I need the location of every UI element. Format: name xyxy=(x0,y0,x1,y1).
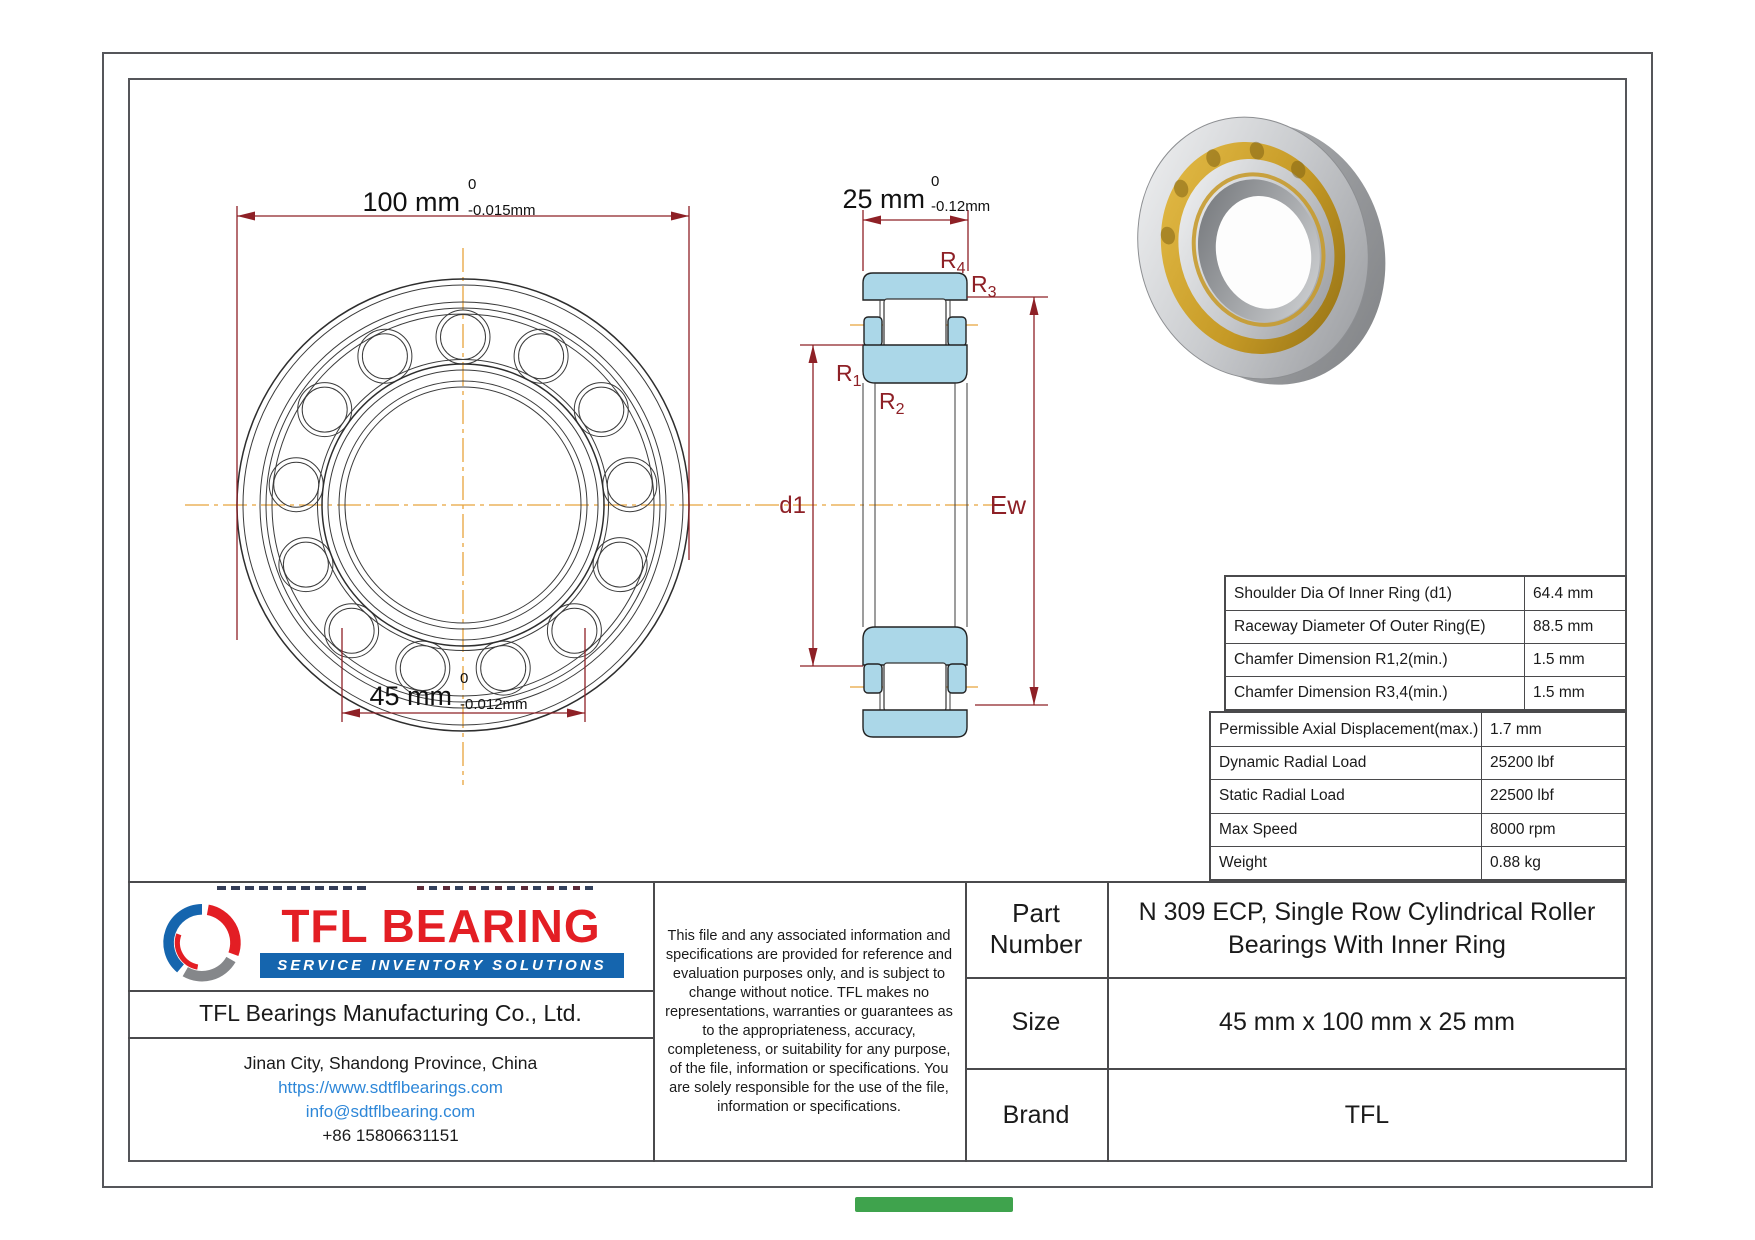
dim-bore-value: 45 mm xyxy=(369,681,452,711)
table-row: Max Speed 8000 rpm xyxy=(1211,813,1625,846)
table-row: Chamfer Dimension R3,4(min.) 1.5 mm xyxy=(1226,676,1625,709)
disclaimer-text: This file and any associated information and specifications are provided for reference and evaluation purposes only, and is subject to change without notice. TFL makes no representations, warranties or guarantees as to the appropriateness, accuracy, completeness, or suitability for any purpose, of the file, information or specifications. You are solely responsible for the use of the file, information or specifications. xyxy=(665,927,953,1115)
label-r1: $R_1$ xyxy=(836,360,862,390)
dim-od-tol-upper: 0 xyxy=(468,176,477,193)
company-name: TFL Bearings Manufacturing Co., Ltd. xyxy=(199,1000,582,1026)
dim-width-tol-upper: 0 xyxy=(931,173,940,190)
table-row: Shoulder Dia Of Inner Ring (d1) 64.4 mm xyxy=(1226,577,1625,610)
table-row: Static Radial Load 22500 lbf xyxy=(1211,779,1625,812)
company-logo xyxy=(130,883,651,988)
label-r3: $R_3$ xyxy=(971,271,997,301)
label-r2: $R_2$ xyxy=(879,388,905,418)
company-contact xyxy=(130,1039,651,1160)
logo-artifact-dashes xyxy=(417,886,594,890)
dim-width-tol-lower: -0.12mm xyxy=(931,198,991,215)
part-number-label: Part Number xyxy=(989,898,1083,959)
label-r4: $R_4$ xyxy=(940,247,966,277)
logo-wordmark: TFL BEARING xyxy=(281,900,601,952)
size-label: Size xyxy=(1011,1008,1061,1036)
label-ew: Ew xyxy=(989,490,1026,520)
company-phone: +86 15806631151 xyxy=(322,1126,459,1145)
size-value: 45 mm x 100 mm x 25 mm xyxy=(1219,1008,1515,1036)
company-website-link[interactable]: https://www.sdtflbearings.com xyxy=(278,1078,503,1097)
logo-tagline: SERVICE INVENTORY SOLUTIONS xyxy=(260,953,624,978)
dim-width-value: 25 mm xyxy=(842,184,925,214)
spec-table-lower xyxy=(1209,711,1627,881)
logo-ring-icon xyxy=(158,897,246,985)
table-row: Dynamic Radial Load 25200 lbf xyxy=(1211,746,1625,779)
dim-od-value: 100 mm xyxy=(362,187,460,217)
label-d1: d1 xyxy=(779,492,806,519)
company-address: Jinan City, Shandong Province, China xyxy=(243,1053,538,1073)
dim-bore-tol-upper: 0 xyxy=(460,670,469,687)
table-row: Weight 0.88 kg xyxy=(1211,846,1625,879)
table-row: Permissible Axial Displacement(max.) 1.7 mm xyxy=(1211,713,1625,746)
company-email-link[interactable]: info@sdtflbearing.com xyxy=(305,1102,476,1121)
dim-od-tol-lower: -0.015mm xyxy=(468,202,536,219)
dim-bore-tol-lower: -0.012mm xyxy=(460,696,528,713)
spec-table-upper xyxy=(1224,575,1627,711)
part-number-value: N 309 ECP, Single Row Cylindrical Roller Bearings With Inner Ring xyxy=(1138,898,1596,959)
logo-artifact-dashes xyxy=(217,886,370,890)
brand-label: Brand xyxy=(1002,1100,1070,1129)
table-row: Chamfer Dimension R1,2(min.) 1.5 mm xyxy=(1226,643,1625,676)
capture-artifact-bar xyxy=(855,1197,1013,1212)
brand-value: TFL xyxy=(1344,1100,1390,1129)
table-row: Raceway Diameter Of Outer Ring(E) 88.5 mm xyxy=(1226,610,1625,643)
